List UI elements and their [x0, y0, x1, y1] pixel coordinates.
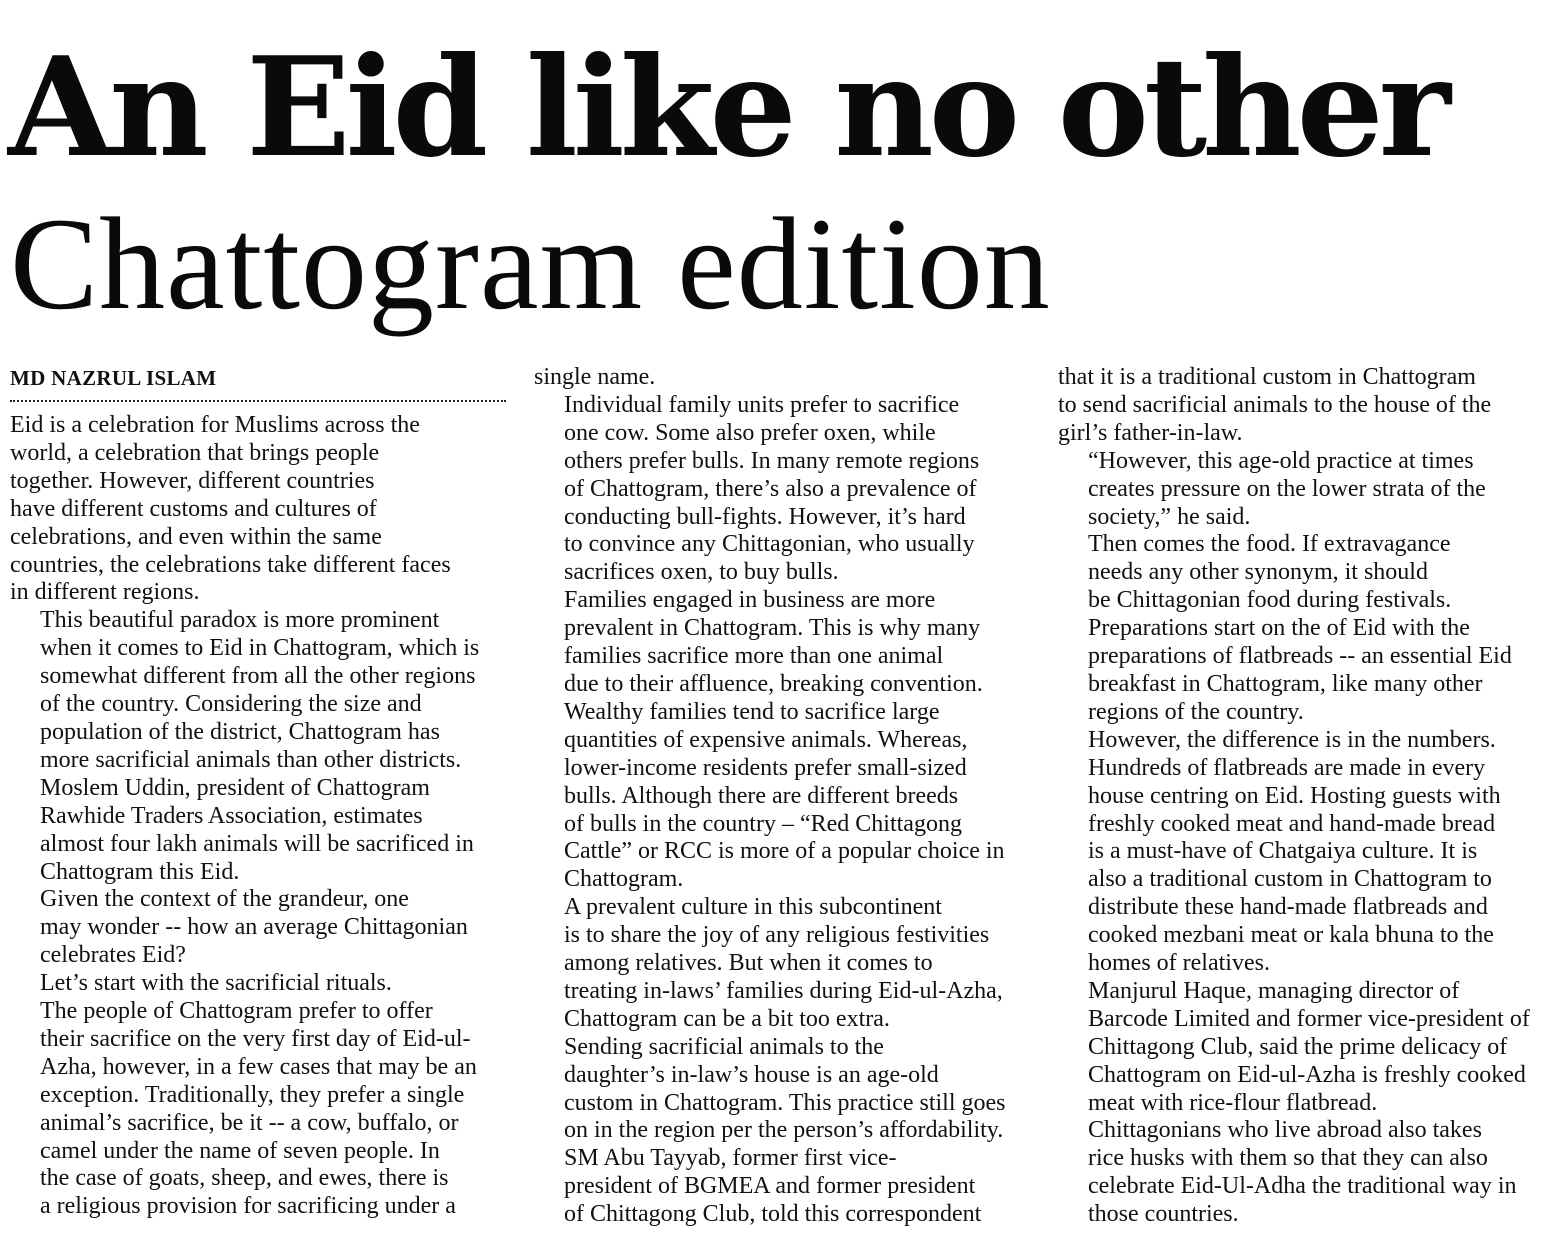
text-line: together. However, different countries: [10, 467, 375, 494]
text-line: Preparations start on the of Eid with the: [1088, 615, 1470, 642]
text-line: sacrifices oxen, to buy bulls.: [564, 559, 839, 586]
article-paragraph: [1058, 727, 1553, 978]
text-line: Individual family units prefer to sacrifice: [564, 391, 960, 418]
text-line: rice husks with them so that they can also: [1088, 1145, 1488, 1172]
text-line: Then comes the food. If extravagance: [1088, 531, 1451, 558]
text-line: others prefer bulls. In many remote regions: [564, 447, 980, 474]
text-line: single name.: [534, 364, 656, 390]
text-line: exception. Traditionally, they prefer a single: [40, 1081, 465, 1108]
text-line: society,” he said.: [1088, 503, 1251, 530]
article-paragraph: [534, 1145, 1034, 1229]
article-paragraph: [10, 970, 506, 998]
text-line: among relatives. But when it comes to: [564, 950, 933, 977]
text-line: to send sacrificial animals to the house of the: [1058, 391, 1492, 418]
article-paragraph: [534, 894, 1034, 1034]
text-line: Wealthy families tend to sacrifice large: [564, 698, 940, 725]
byline-divider: [10, 400, 506, 402]
text-line: preparations of flatbreads -- an essential Eid: [1088, 643, 1512, 670]
byline: MD NAZRUL ISLAM: [10, 366, 217, 390]
text-line: their sacrifice on the very first day of Eid-ul-: [40, 1025, 471, 1052]
text-line: world, a celebration that brings people: [10, 439, 380, 466]
text-line: Chittagonians who live abroad also takes: [1088, 1117, 1482, 1144]
text-line: Azha, however, in a few cases that may be an: [40, 1053, 477, 1080]
text-line: However, the difference is in the numbers.: [1088, 726, 1496, 753]
text-line: Given the context of the grandeur, one: [40, 886, 409, 913]
article-paragraph: [1058, 448, 1553, 532]
text-line: almost four lakh animals will be sacrificed in: [40, 830, 474, 857]
text-line: president of BGMEA and former president: [564, 1173, 976, 1200]
text-line: one cow. Some also prefer oxen, while: [564, 419, 936, 446]
text-line: due to their affluence, breaking convention.: [564, 670, 983, 697]
text-line: of Chittagong Club, told this correspondent: [564, 1201, 982, 1228]
text-line: creates pressure on the lower strata of the: [1088, 475, 1486, 502]
text-line: Families engaged in business are more: [564, 587, 936, 614]
text-line: Eid is a celebration for Muslims across the: [10, 412, 420, 438]
article-paragraph: [1058, 364, 1553, 448]
text-line: The people of Chattogram prefer to offer: [40, 998, 433, 1025]
text-line: Barcode Limited and former vice-president of: [1088, 1005, 1530, 1032]
article-paragraph: [534, 1034, 1034, 1146]
text-line: breakfast in Chattogram, like many other: [1088, 670, 1483, 697]
headline: An Eid like no other: [8, 28, 1446, 188]
text-line: regions of the country.: [1088, 698, 1304, 725]
article-paragraph: [10, 886, 506, 970]
text-line: Rawhide Traders Association, estimates: [40, 802, 423, 829]
text-line: those countries.: [1088, 1201, 1239, 1228]
text-line: a religious provision for sacrificing under a: [40, 1193, 456, 1220]
text-line: Manjurul Haque, managing director of: [1088, 977, 1460, 1004]
text-line: This beautiful paradox is more prominent: [40, 607, 440, 634]
text-line: to convince any Chittagonian, who usually: [564, 531, 975, 558]
text-line: house centring on Eid. Hosting guests with: [1088, 782, 1501, 809]
article-paragraph: [10, 607, 506, 774]
text-line: families sacrifice more than one animal: [564, 643, 944, 670]
text-line: is a must-have of Chatgaiya culture. It is: [1088, 838, 1478, 865]
article-paragraph: [534, 587, 1034, 894]
text-line: countries, the celebrations take different faces: [10, 551, 451, 578]
text-line: of Chattogram, there’s also a prevalence of: [564, 475, 977, 502]
text-line: SM Abu Tayyab, former first vice-: [564, 1145, 897, 1172]
text-line: homes of relatives.: [1088, 950, 1270, 977]
text-line: population of the district, Chattogram has: [40, 718, 440, 745]
text-line: that it is a traditional custom in Chattogram: [1058, 364, 1476, 390]
text-line: lower-income residents prefer small-sized: [564, 754, 967, 781]
article-paragraph: [10, 775, 506, 887]
text-line: girl’s father-in-law.: [1058, 419, 1243, 446]
text-line: Let’s start with the sacrificial rituals.: [40, 970, 392, 997]
text-line: distribute these hand-made flatbreads and: [1088, 894, 1488, 921]
text-line: of the country. Considering the size and: [40, 691, 422, 718]
text-line: daughter’s in-law’s house is an age-old: [564, 1061, 939, 1088]
text-line: Cattle” or RCC is more of a popular choice in: [564, 838, 1005, 865]
article-paragraph: [1058, 978, 1553, 1118]
text-line: celebrates Eid?: [40, 942, 186, 969]
text-line: camel under the name of seven people. In: [40, 1137, 440, 1164]
text-line: celebrate Eid-Ul-Adha the traditional way in: [1088, 1173, 1517, 1200]
article-paragraph: [534, 392, 1034, 587]
article-paragraph: [1058, 1117, 1553, 1229]
text-line: custom in Chattogram. This practice still goes: [564, 1089, 1006, 1116]
text-line: Chittagong Club, said the prime delicacy of: [1088, 1033, 1508, 1060]
text-line: A prevalent culture in this subcontinent: [564, 894, 942, 921]
text-line: have different customs and cultures of: [10, 495, 377, 522]
text-line: Hundreds of flatbreads are made in every: [1088, 754, 1486, 781]
text-line: freshly cooked meat and hand-made bread: [1088, 810, 1496, 837]
text-line: may wonder -- how an average Chittagonian: [40, 914, 468, 941]
text-line: needs any other synonym, it should: [1088, 559, 1428, 586]
text-line: Chattogram on Eid-ul-Azha is freshly cooked: [1088, 1061, 1526, 1088]
text-line: in different regions.: [10, 579, 200, 606]
text-line: is to share the joy of any religious festivities: [564, 922, 990, 949]
article-paragraph: [10, 998, 506, 1221]
text-line: when it comes to Eid in Chattogram, which is: [40, 635, 480, 662]
text-line: more sacrificial animals than other districts.: [40, 746, 462, 773]
text-line: on in the region per the person’s affordability.: [564, 1117, 1004, 1144]
text-line: Chattogram.: [564, 866, 684, 893]
article-paragraph: [1058, 531, 1553, 726]
text-line: celebrations, and even within the same: [10, 523, 382, 550]
text-line: Chattogram this Eid.: [40, 858, 240, 885]
text-line: of bulls in the country – “Red Chittagong: [564, 810, 962, 837]
text-line: quantities of expensive animals. Whereas,: [564, 726, 968, 753]
text-line: cooked mezbani meat or kala bhuna to the: [1088, 922, 1494, 949]
text-line: also a traditional custom in Chattogram to: [1088, 866, 1492, 893]
text-line: Chattogram can be a bit too extra.: [564, 1005, 890, 1032]
text-line: be Chittagonian food during festivals.: [1088, 587, 1452, 614]
text-line: animal’s sacrifice, be it -- a cow, buffalo, or: [40, 1109, 459, 1136]
text-line: “However, this age-old practice at times: [1088, 447, 1474, 474]
text-line: Moslem Uddin, president of Chattogram: [40, 774, 430, 801]
article-paragraph: [10, 412, 506, 607]
text-line: prevalent in Chattogram. This is why many: [564, 615, 981, 642]
article-column-2: [534, 364, 1034, 1229]
text-line: bulls. Although there are different breeds: [564, 782, 959, 809]
text-line: Sending sacrificial animals to the: [564, 1033, 884, 1060]
text-line: conducting bull-fights. However, it’s hard: [564, 503, 966, 530]
text-line: somewhat different from all the other regions: [40, 663, 476, 690]
article-column-3: [1058, 364, 1553, 1229]
text-line: treating in-laws’ families during Eid-ul-Azha,: [564, 977, 1003, 1004]
text-line: meat with rice-flour flatbread.: [1088, 1089, 1378, 1116]
subheadline: Chattogram edition: [10, 190, 1051, 337]
article-column-1: [10, 364, 506, 1221]
article-paragraph: [534, 364, 1034, 392]
text-line: the case of goats, sheep, and ewes, there is: [40, 1165, 449, 1192]
